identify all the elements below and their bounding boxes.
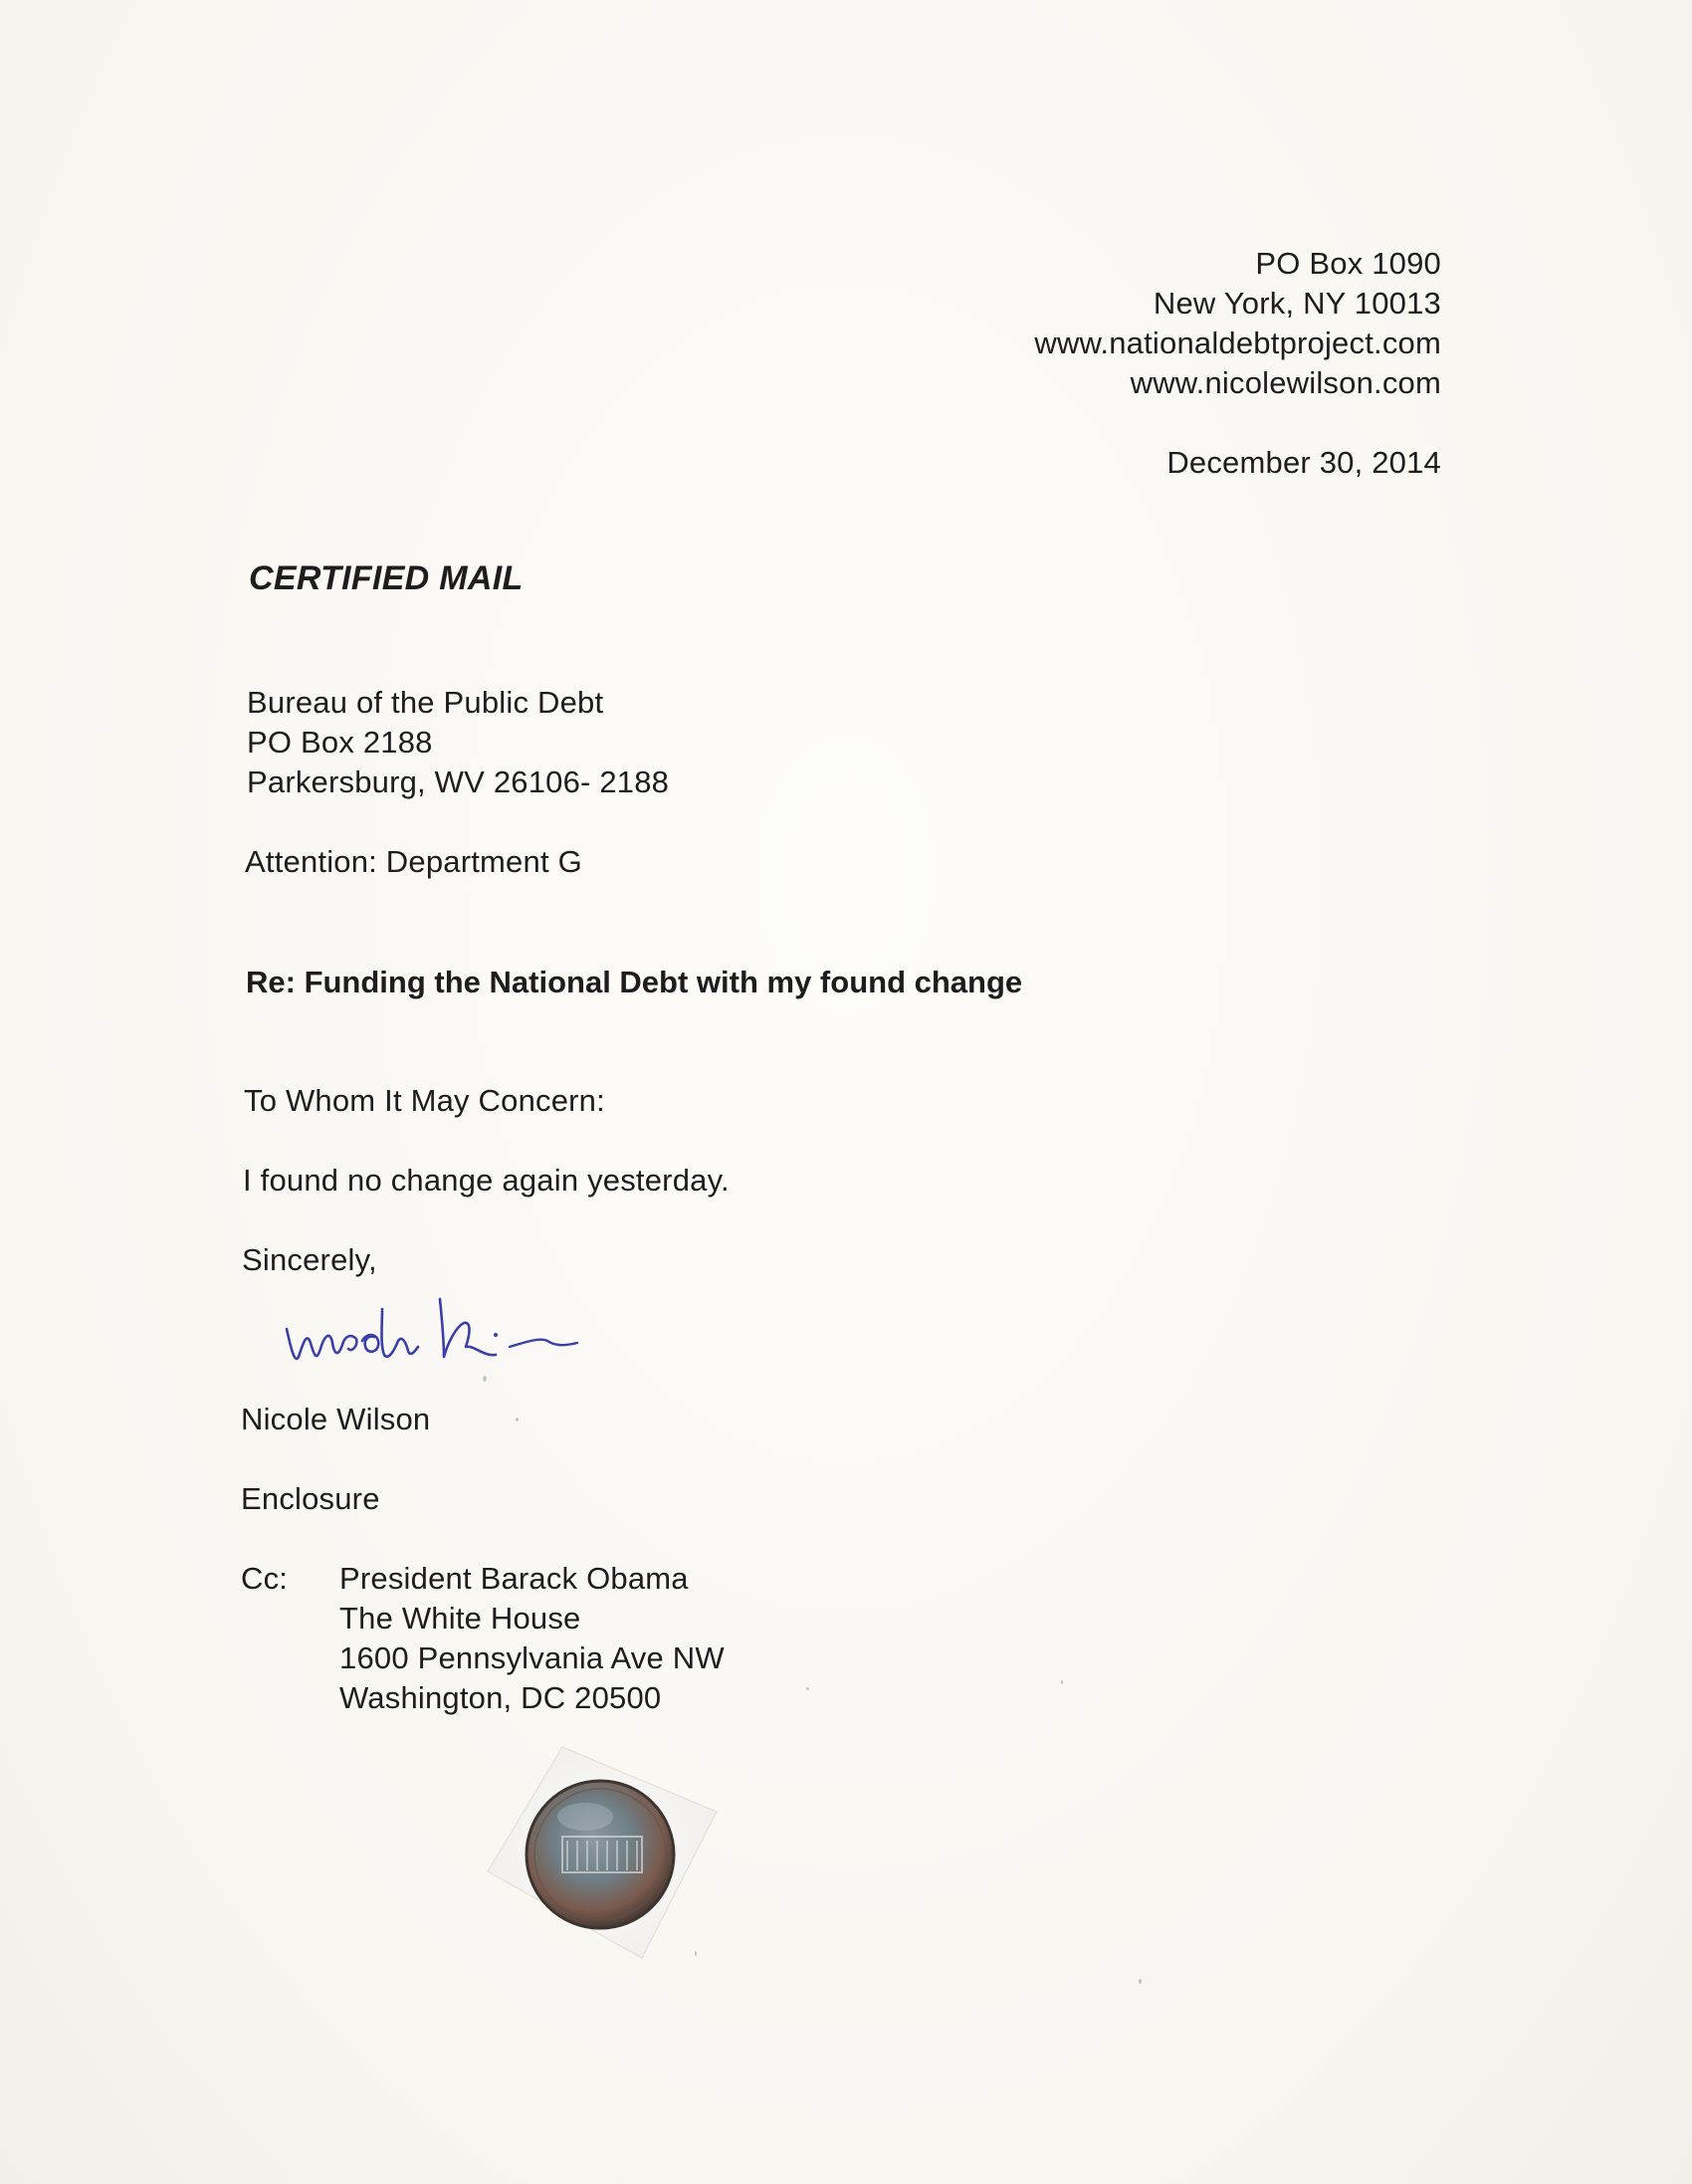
mail-type-heading: CERTIFIED MAIL xyxy=(249,559,524,597)
cc-address xyxy=(339,1559,725,1718)
recipient-line: PO Box 2188 xyxy=(247,725,433,760)
cc-label: Cc: xyxy=(241,1561,289,1596)
sender-address xyxy=(1034,244,1441,403)
recipient-line: Bureau of the Public Debt xyxy=(247,685,604,720)
cc-line: Washington, DC 20500 xyxy=(339,1680,662,1715)
signer-name: Nicole Wilson xyxy=(241,1402,431,1436)
closing: Sincerely, xyxy=(242,1242,377,1277)
sender-website: www.nicolewilson.com xyxy=(1130,365,1441,400)
letter-date: December 30, 2014 xyxy=(1166,445,1441,480)
letter-body: I found no change again yesterday. xyxy=(243,1163,730,1198)
sender-line: PO Box 1090 xyxy=(1255,246,1441,281)
cc-line: The White House xyxy=(339,1601,581,1636)
cc-line: President Barack Obama xyxy=(339,1561,689,1596)
subject-line: Re: Funding the National Debt with my found change xyxy=(246,965,1023,999)
enclosure-note: Enclosure xyxy=(241,1481,380,1516)
attention-line: Attention: Department G xyxy=(245,844,582,879)
sender-line: New York, NY 10013 xyxy=(1153,286,1441,321)
recipient-address xyxy=(247,683,669,802)
sender-website: www.nationaldebtproject.com xyxy=(1034,326,1441,360)
recipient-line: Parkersburg, WV 26106- 2188 xyxy=(247,764,670,799)
handwritten-signature xyxy=(279,1269,657,1379)
taped-penny-icon xyxy=(468,1737,727,1966)
salutation: To Whom It May Concern: xyxy=(244,1083,605,1118)
cc-line: 1600 Pennsylvania Ave NW xyxy=(339,1640,725,1675)
